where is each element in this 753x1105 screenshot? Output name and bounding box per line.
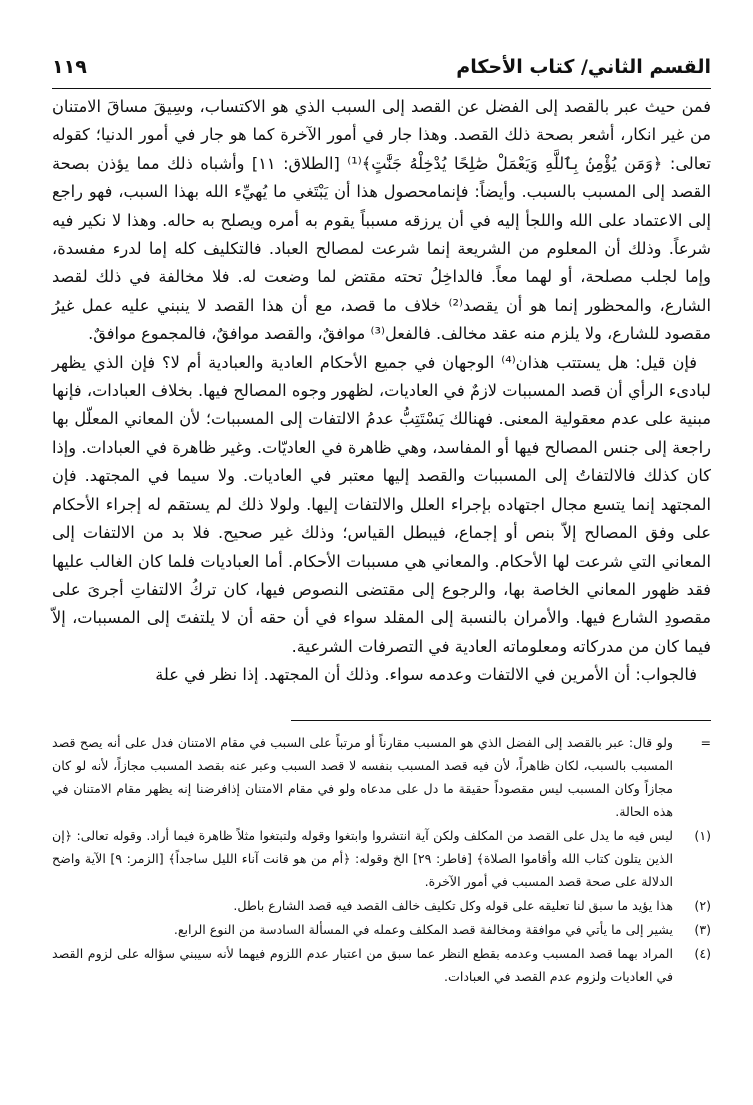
footnote-text: ليس فيه ما يدل على القصد من المكلف ولكن آية انتشروا وابتغوا وقوله ولتبتغوا مثلاً ظاهرة فيما أراد. وقوله تعالى: ﴿إن الذين يتلون كتاب الله وأقاموا الصلاة﴾ [فاطر: ٢٩] الخ وقوله: ﴿أم من هو قانت آناء الليل ساجداً﴾ [الزمر: ٩] الآية واضح الدلالة على صحة قصد المسبب في أمور الآخرة. (52, 827, 673, 889)
page-number: ١١٩ (52, 56, 87, 78)
footnote-number: (٢) (694, 897, 711, 913)
main-text (52, 93, 711, 690)
footnote (52, 824, 711, 893)
footnote-number: (٣) (694, 921, 711, 937)
book-page (52, 56, 711, 989)
paragraph: فمن حيث عبر بالقصد إلى الفضل عن القصد إلى السبب الذي هو الاكتساب، وسِيقَ مساقَ الامتنان من غير انكار، أشعر بصحة ذلك القصد. وهذا جار في أمور الآخرة كما هو جار في أمور الدنيا؛ كقوله تعالى: ﴿وَمَن يُؤْمِنۢ بِٱللَّهِ وَيَعْمَلْ صَٰلِحًا يُدْخِلْهُ جَنَّٰتٍ﴾⁽¹⁾ [الطلاق: ١١] وأشباه ذلك مما يؤذن بصحة القصد إلى المسبب بالسبب. وأيضاً: فإنمامحصول هذا أن يَبْتَغي ما يُهيِّء الله بهذا السبب، فهو راجع إلى الاعتماد على الله واللجأ إليه في أن يرزقه مسبباً يقوم به أمره ويصلح به حاله. وهذا لا نكير فيه شرعاً. وذلك أن المعلوم من الشريعة إنما شرعت لمصالح العباد. فالتكليف كله إما لدرء مفسدة، وإما لجلب مصلحة، أو لهما معاً. فالداخِلُ تحته مقتض لما وضعت له. فلا مخالفة في ذلك لقصد الشارع، والمحظور إنما هو أن يقصد⁽²⁾ خلاف ما قصد، مع أن هذا القصد لا ينبني عليه عمل غيرُ مقصود للشارع، ولا يلزم منه عقد مخالف. فالفعل⁽³⁾ موافقٌ، والقصد موافقٌ، فالمجموع موافقٌ. (52, 97, 711, 344)
footnote-text: هذا يؤيد ما سبق لنا تعليقه على قوله وكل تكليف خالف القصد فيه قصد الشارع باطل. (233, 897, 673, 913)
running-header-title: القسم الثاني/ كتاب الأحكام (456, 56, 711, 78)
footnote-number: = (700, 734, 711, 750)
footnote-number: (٤) (694, 945, 711, 961)
footnote (52, 894, 711, 917)
footnote (52, 731, 711, 823)
footnote-separator (291, 720, 711, 721)
paragraph: فإن قيل: هل يستتب هذان⁽⁴⁾ الوجهان في جميع الأحكام العادية والعبادية أم لا؟ فإن الذي يظهر لبادىء الرأي أن قصد المسببات لازمٌ في العاديات، لظهور وجوه المصالح فيها. بخلاف العبادات، فإنها مبنية على عدم معقولية المعنى. فهنالك يَسْتَتِبُّ عدمُ الالتفات إلى المسببات؛ لأن المعاني المعلّل بها راجعة إلى جنس المصالح فيها أو المفاسد، وهي ظاهرة في العاديّات. وغير ظاهرة في العبادات. وإذا كان كذلك فالالتفاتُ إلى المسببات والقصد إليها معتبر في العاديات. ولا سيما في المجتهد. فإن المجتهد إنما يتسع مجال اجتهاده بإجراء العلل والالتفات إليها. ولولا ذلك لم يستقم له إجراء الأحكام على وفق المصالح إلاّ بنص أو إجماع، فيبطل القياس؛ وذلك غير صحيح. فلا بد من الالتفات إلى المعاني التي شرعت لها الأحكام. والمعاني هي مسببات الأحكام. أما العباديات فلما كان الغالب عليها فقد ظهور المعاني الخاصة بها، والرجوع إلى مقتضى النصوص فيها، كان تركُ الالتفاتِ أجرىَ على مقصودِ الشارع فيها. والأمران بالنسبة إلى المقلد سواء في أن حقه أن لا يلتفتَ إلى المسببات، إلاّ فيما كان من مدركاته ومعلوماته العادية في التصرفات الشرعية. (52, 352, 711, 656)
footnote (52, 942, 711, 988)
footnote-text: ولو قال: عبر بالقصد إلى الفضل الذي هو المسبب مقارناً أو مرتباً على السبب في مقام الامتنان فدل على أنه يصح قصد المسبب بالسبب، لكان ظاهراً، لأن فيه قصد المسبب بنفسه لا قصد السبب وعبر عنه بقصد المسبب مجازاً، لأنه لو كان مجازاً وكان المسبب ليس مقصوداً حقيقة ما دل على مدعاه ولو في مقام الامتنان إذافرضنا إنه يظهر مقام الامتنان في هذه الحالة. (52, 734, 673, 819)
footnotes (52, 731, 711, 988)
footnote-number: (١) (694, 827, 711, 843)
footnote-text: يشير إلى ما يأتي في موافقة ومخالفة قصد المكلف وعمله في المسألة السادسة من النوع الرابع. (173, 921, 673, 937)
paragraph: فالجواب: أن الأمرين في الالتفات وعدمه سواء. وذلك أن المجتهد. إذا نظر في علة (155, 665, 697, 685)
header-rule (52, 88, 711, 89)
page-header (52, 56, 711, 88)
footnote-text: المراد بهما قصد المسبب وعدمه بقطع النظر عما سبق من اعتبار عدم اللزوم فيهما لأنه سيبني سؤاله على لزوم القصد في العاديات ولزوم عدم القصد في العبادات. (52, 945, 673, 984)
footnote (52, 918, 711, 941)
